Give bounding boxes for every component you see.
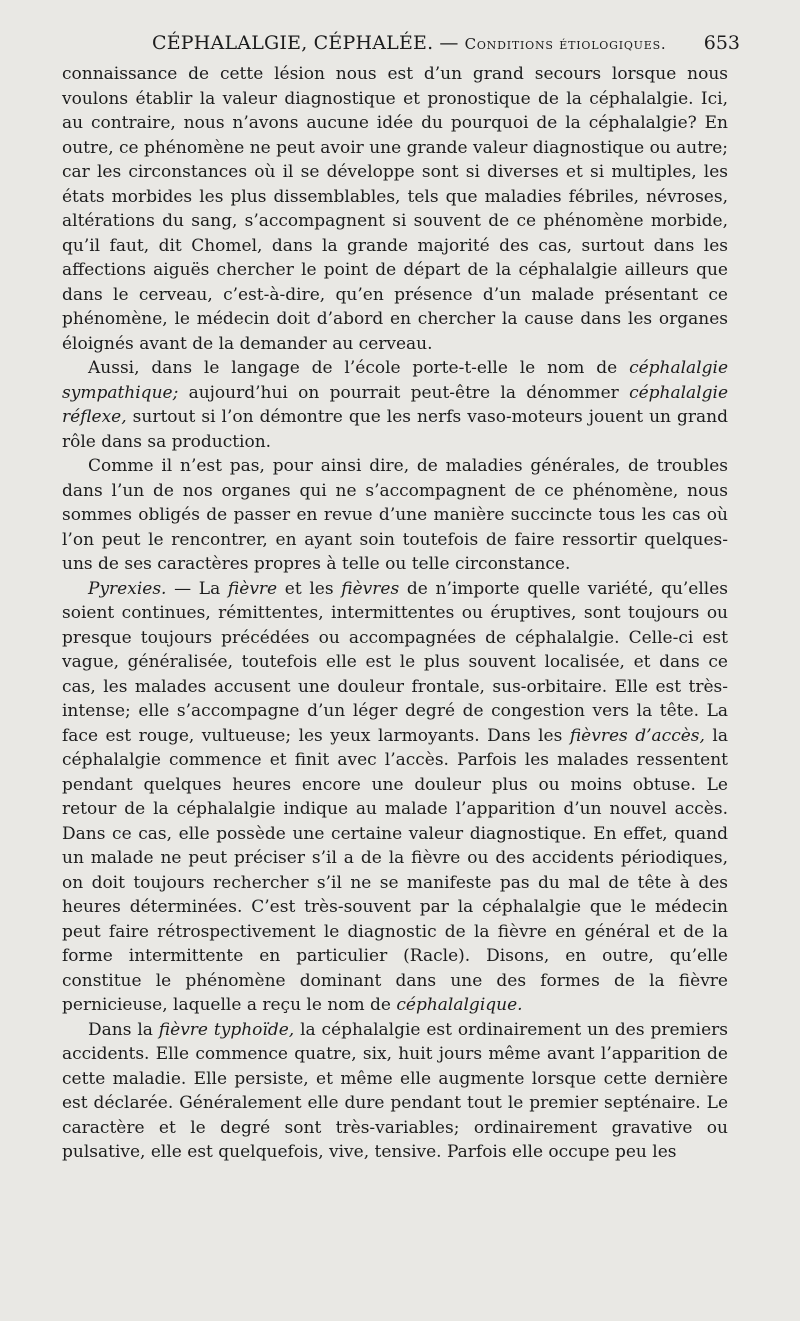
paragraph-4-text-a: — La — [166, 578, 228, 599]
running-header — [62, 32, 740, 62]
paragraph-1: connaissance de cette lésion nous est d’un grand secours lorsque nous voulons établir la valeur diagnostique et pronostique de la céphalalgie. Ici, au contraire, nous n’avons aucune idée du pourquoi de la céphalalgie? En outre, ce phénomène ne peut avoir une grande valeur diagnostique ou autre; car les circonstances où il se développe sont si diverses et si multiples, les états morbides les plus dissemblables, tels que maladies fébriles, névroses, altérations du sang, s’accompagnent si souvent de ce phénomène morbide, qu’il faut, dit Chomel, dans la grande majorité des cas, surtout dans les affections aiguës chercher le point de départ de la céphalalgie ailleurs que dans le cerveau, c’est-à-dire, qu’en présence d’un malade présentant ce phénomène, le médecin doit d’abord en chercher la cause dans les organes éloignés avant de la demander au cerveau. — [62, 64, 728, 354]
paragraph-4-italic-b: fièvre — [227, 578, 278, 599]
page-body — [62, 62, 728, 1165]
section-heading-pyrexies: Pyrexies. — [88, 578, 167, 599]
header-title: CÉPHALALGIE, CÉPHALÉE. — [152, 32, 434, 54]
paragraph-5 — [62, 1018, 728, 1165]
paragraph-4-text-c: de n’importe quelle variété, qu’elles soient continues, rémittentes, intermittentes ou éruptives, sont toujours ou presque toujours précédées ou accompagnées de céphalalgie. Celle-ci est vague, généralisée, toutefois elle est le plus souvent localisée, et dans ce cas, les malades accusent une douleur frontale, sus-orbitaire. Elle est très-intense; elle s’accompagne d’un léger degré de congestion vers la tête. La face est rouge, vultueuse; les yeux larmoyants. Dans les — [62, 578, 729, 746]
paragraph-5-italic-a: fièvre typhoïde, — [158, 1019, 295, 1040]
paragraph-2-text-a: Aussi, dans le langage de l’école porte-t-elle le nom de — [88, 358, 630, 378]
header-subtitle: Conditions étiologiques. — [464, 35, 667, 53]
paragraph-2 — [62, 356, 728, 454]
header-title-line — [152, 32, 666, 54]
paragraph-5-text-a: Dans la — [88, 1019, 159, 1040]
paragraph-4-text-d: la céphalalgie commence et finit avec l’accès. Parfois les malades ressentent pendant quelques heures encore une douleur plus ou moins obtuse. Le retour de la céphalalgie indique au malade l’apparition d’un nouvel accès. Dans ce cas, elle possède une certaine valeur diagnostique. En effet, quand un malade ne peut préciser s’il a de la fièvre ou des accidents périodiques, on doit toujours rechercher s’il ne se manifeste pas du mal de tête à des heures déterminées. C’est très-souvent par la céphalalgie que le médecin peut faire rétrospectivement le diagnostic de la fièvre en général et de la forme intermittente en particulier (Racle). Disons, en outre, qu’elle constitue le phénomène dominant dans une des formes de la fièvre pernicieuse, laquelle a reçu le nom de — [62, 725, 728, 1015]
paragraph-3: Comme il n’est pas, pour ainsi dire, de maladies générales, de troubles dans l’un de nos organes qui ne s’accompagnent de ce phénomène, nous sommes obligés de passer en revue d’une manière succincte tous les cas où l’on peut le rencontrer, en ayant soin toutefois de faire ressortir quelques-uns de ses caractères propres à telle ou telle circonstance. — [62, 456, 728, 574]
paragraph-2-text-c: surtout si l’on démontre que les nerfs vaso-moteurs jouent un grand rôle dans sa production. — [62, 407, 728, 452]
paragraph-4-italic-e: céphalalgique. — [396, 995, 523, 1015]
paragraph-4-italic-c: fièvres — [341, 578, 400, 599]
paragraph-4-italic-d: fièvres d’accès, — [569, 725, 705, 746]
paragraph-2-text-b: aujourd’hui on pourrait peut-être la dénommer — [178, 382, 630, 403]
paragraph-5-text-b: la céphalalgie est ordinairement un des premiers accidents. Elle commence quatre, six, huit jours même avant l’apparition de cette maladie. Elle persiste, et même elle augmente lorsque cette dernière est déclarée. Généralement elle dure pendant tout le premier septénaire. Le caractère et le degré sont très-variables; ordinairement gravative ou pulsative, elle est quelquefois, vive, tensive. Parfois elle occupe peu les — [62, 1019, 728, 1162]
paragraph-4-text-b: et les — [277, 578, 342, 599]
paragraph-2-italic-a: céphalalgie sympathique; — [62, 358, 728, 403]
header-dash: — — [439, 32, 459, 54]
page-number: 653 — [703, 32, 740, 54]
paragraph-2-italic-b: céphalalgie réflexe, — [62, 382, 728, 427]
paragraph-4 — [62, 577, 728, 1018]
